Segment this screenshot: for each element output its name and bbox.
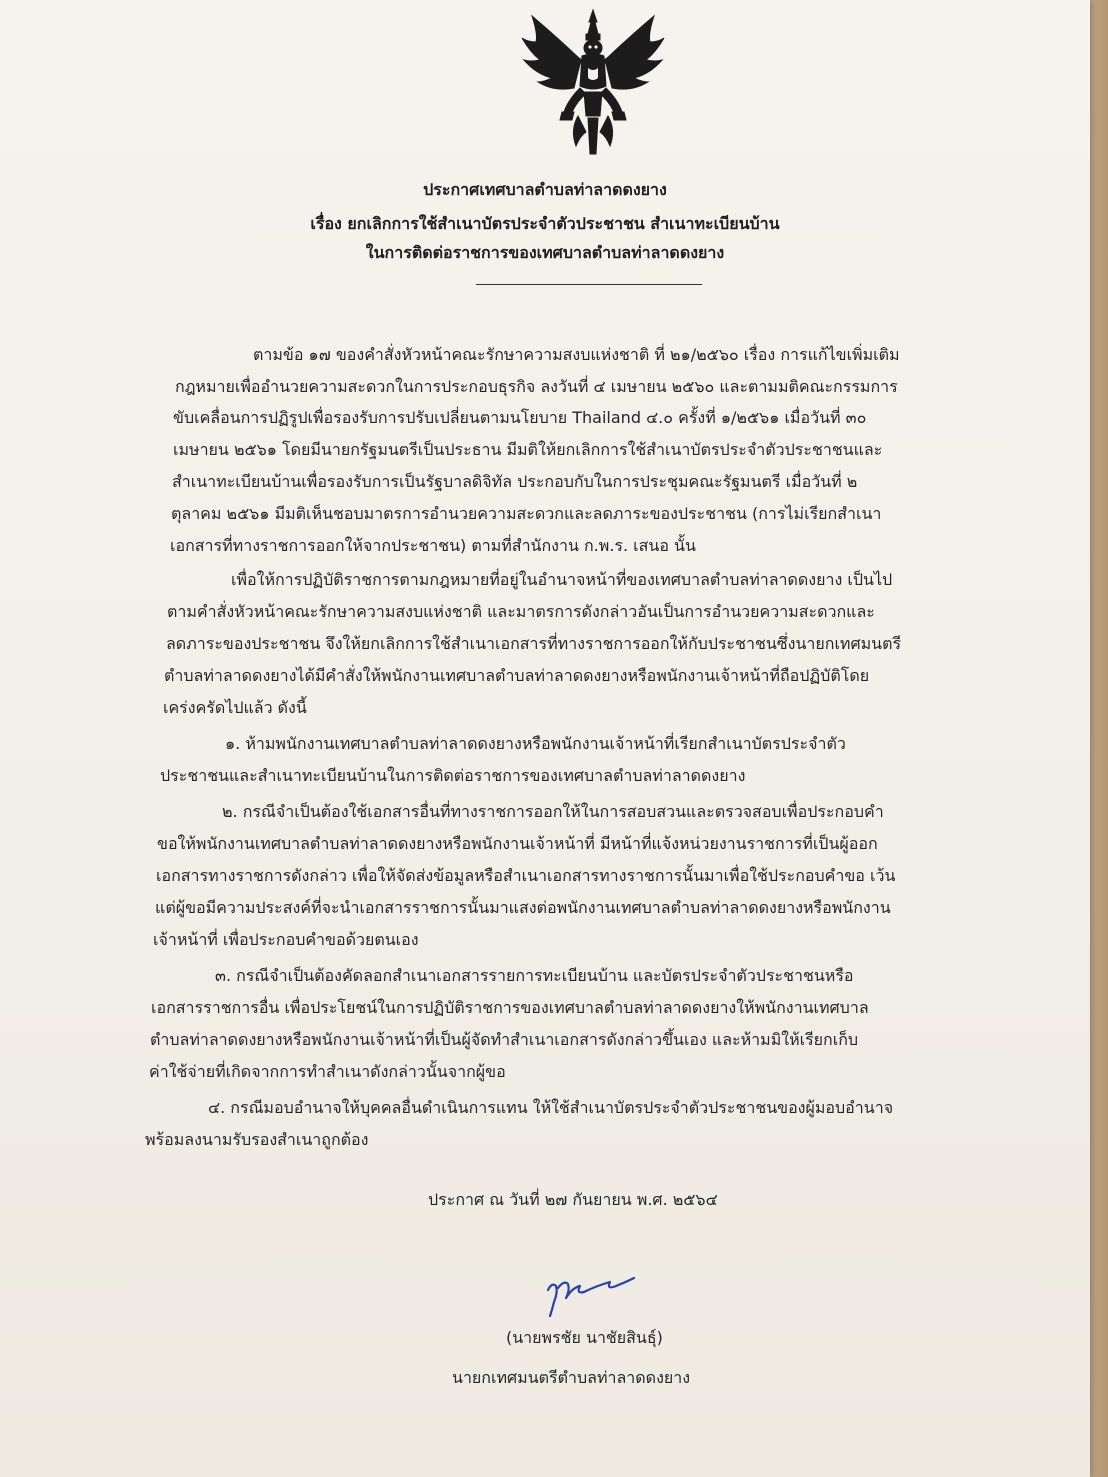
announcement-title: ประกาศเทศบาลตำบลท่าลาดดงยาง	[423, 180, 667, 199]
body-line: ๓. กรณีจำเป็นต้องคัดลอกสำเนาเอกสารรายการทะเบียนบ้าน และบัตรประจำตัวประชาชนหรือ	[215, 966, 854, 985]
body-line: ๒. กรณีจำเป็นต้องใช้เอกสารอื่นที่ทางราชการออกให้ในการสอบสวนและตรวจสอบเพื่อประกอบคำ	[222, 802, 884, 821]
handwritten-signature	[540, 1262, 640, 1322]
body-line: แต่ผู้ขอมีความประสงค์ที่จะนำเอกสารราชการนั้นมาแสงต่อพนักงานเทศบาลตำบลท่าลาดดงยางหรือพนักงาน	[155, 898, 891, 917]
body-line: เมษายน ๒๕๖๑ โดยมีนายกรัฐมนตรีเป็นประธาน มีมติให้ยกเลิกการใช้สำเนาบัตรประจำตัวประชาชนและ	[173, 440, 883, 459]
announcement-subject-cont: ในการติดต่อราชการของเทศบาลตำบลท่าลาดดงยาง	[365, 243, 725, 262]
body-line: กฎหมายเพื่ออำนวยความสะดวกในการประกอบธุรกิจ ลงวันที่ ๔ เมษายน ๒๕๖๐ และตามมติคณะกรรมการ	[175, 377, 898, 396]
body-line: เจ้าหน้าที่ เพื่อประกอบคำขอด้วยตนเอง	[153, 930, 419, 949]
body-line: ๔. กรณีมอบอำนาจให้บุคคลอื่นดำเนินการแทน ให้ใช้สำเนาบัตรประจำตัวประชาชนของผู้มอบอำนาจ	[208, 1098, 894, 1117]
garuda-emblem-icon	[518, 8, 668, 158]
body-line: เพื่อให้การปฏิบัติราชการตามกฎหมายที่อยู่ในอำนาจหน้าที่ของเทศบาลตำบลท่าลาดดงยาง เป็นไป	[231, 570, 893, 589]
signer-name: (นายพรชัย นาชัยสินธุ์)	[506, 1328, 663, 1347]
body-line: ขับเคลื่อนการปฏิรูปเพื่อรองรับการปรับเปลี่ยนตามนโยบาย Thailand ๔.๐ ครั้งที่ ๑/๒๕๖๑ เมื่อวันที่ ๓๐	[173, 408, 867, 427]
body-line: เอกสารราชการอื่น เพื่อประโยชน์ในการปฏิบัติราชการของเทศบาลตำบลท่าลาดดงยางให้พนักงานเทศบาล	[151, 998, 869, 1017]
body-line: ขอให้พนักงานเทศบาลตำบลท่าลาดดงยางหรือพนักงานเจ้าหน้าที่ มีหน้าที่แจ้งหน่วยงานราชการที่เป็นผู้ออก	[157, 834, 878, 853]
body-line: เคร่งครัดไปแล้ว ดังนี้	[163, 698, 307, 717]
announcement-date: ประกาศ ณ วันที่ ๒๗ กันยายน พ.ศ. ๒๕๖๔	[428, 1190, 718, 1209]
body-line: ตามคำสั่งหัวหน้าคณะรักษาความสงบแห่งชาติ และมาตรการดังกล่าวอันเป็นการอำนวยความสะดวกและ	[167, 602, 875, 621]
body-line: สำเนาทะเบียนบ้านเพื่อรองรับการเป็นรัฐบาลดิจิทัล ประกอบกับในการประชุมคณะรัฐมนตรี เมื่อวันที่ ๒	[172, 472, 858, 491]
body-line: เอกสารที่ทางราชการออกให้จากประชาชน) ตามที่สำนักงาน ก.พ.ร. เสนอ นั้น	[170, 536, 696, 555]
announcement-subject: เรื่อง ยกเลิกการใช้สำเนาบัตรประจำตัวประชาชน สำเนาทะเบียนบ้าน	[310, 214, 780, 233]
body-line: ประชาชนและสำเนาทะเบียนบ้านในการติดต่อราชการของเทศบาลตำบลท่าลาดดงยาง	[160, 766, 746, 785]
body-line: ตำบลท่าลาดดงยางหรือพนักงานเจ้าหน้าที่เป็นผู้จัดทำสำเนาเอกสารดังกล่าวขึ้นเอง และห้ามมิให้เรียกเก็บ	[150, 1030, 859, 1049]
body-line: ค่าใช้จ่ายที่เกิดจากการทำสำเนาดังกล่าวนั้นจากผู้ขอ	[149, 1062, 506, 1081]
signer-title: นายกเทศมนตรีตำบลท่าลาดดงยาง	[452, 1368, 691, 1387]
body-line: ตุลาคม ๒๕๖๑ มีมติเห็นชอบมาตรการอำนวยความสะดวกและลดภาระของประชาชน (การไม่เรียกสำเนา	[171, 504, 882, 523]
body-line: ๑. ห้ามพนักงานเทศบาลตำบลท่าลาดดงยางหรือพนักงานเจ้าหน้าที่เรียกสำเนาบัตรประจำตัว	[225, 734, 846, 753]
body-line: ตามข้อ ๑๗ ของคำสั่งหัวหน้าคณะรักษาความสงบแห่งชาติ ที่ ๒๑/๒๕๖๐ เรื่อง การแก้ไขเพิ่มเติม	[253, 345, 900, 364]
title-divider	[476, 284, 702, 285]
body-line: ลดภาระของประชาชน จึงให้ยกเลิกการใช้สำเนาเอกสารที่ทางราชการออกให้กับประชาชนซึ่งนายกเทศมนตรี	[166, 634, 902, 653]
body-line: เอกสารทางราชการดังกล่าว เพื่อให้จัดส่งข้อมูลหรือสำเนาเอกสารทางราชการนั้นมาเพื่อใช้ประกอบคำขอ เว้น	[156, 866, 896, 885]
body-line: ตำบลท่าลาดดงยางได้มีคำสั่งให้พนักงานเทศบาลตำบลท่าลาดดงยางหรือพนักงานเจ้าหน้าที่ถือปฏิบัติโดย	[164, 666, 870, 685]
body-line: พร้อมลงนามรับรองสำเนาถูกต้อง	[145, 1130, 369, 1149]
